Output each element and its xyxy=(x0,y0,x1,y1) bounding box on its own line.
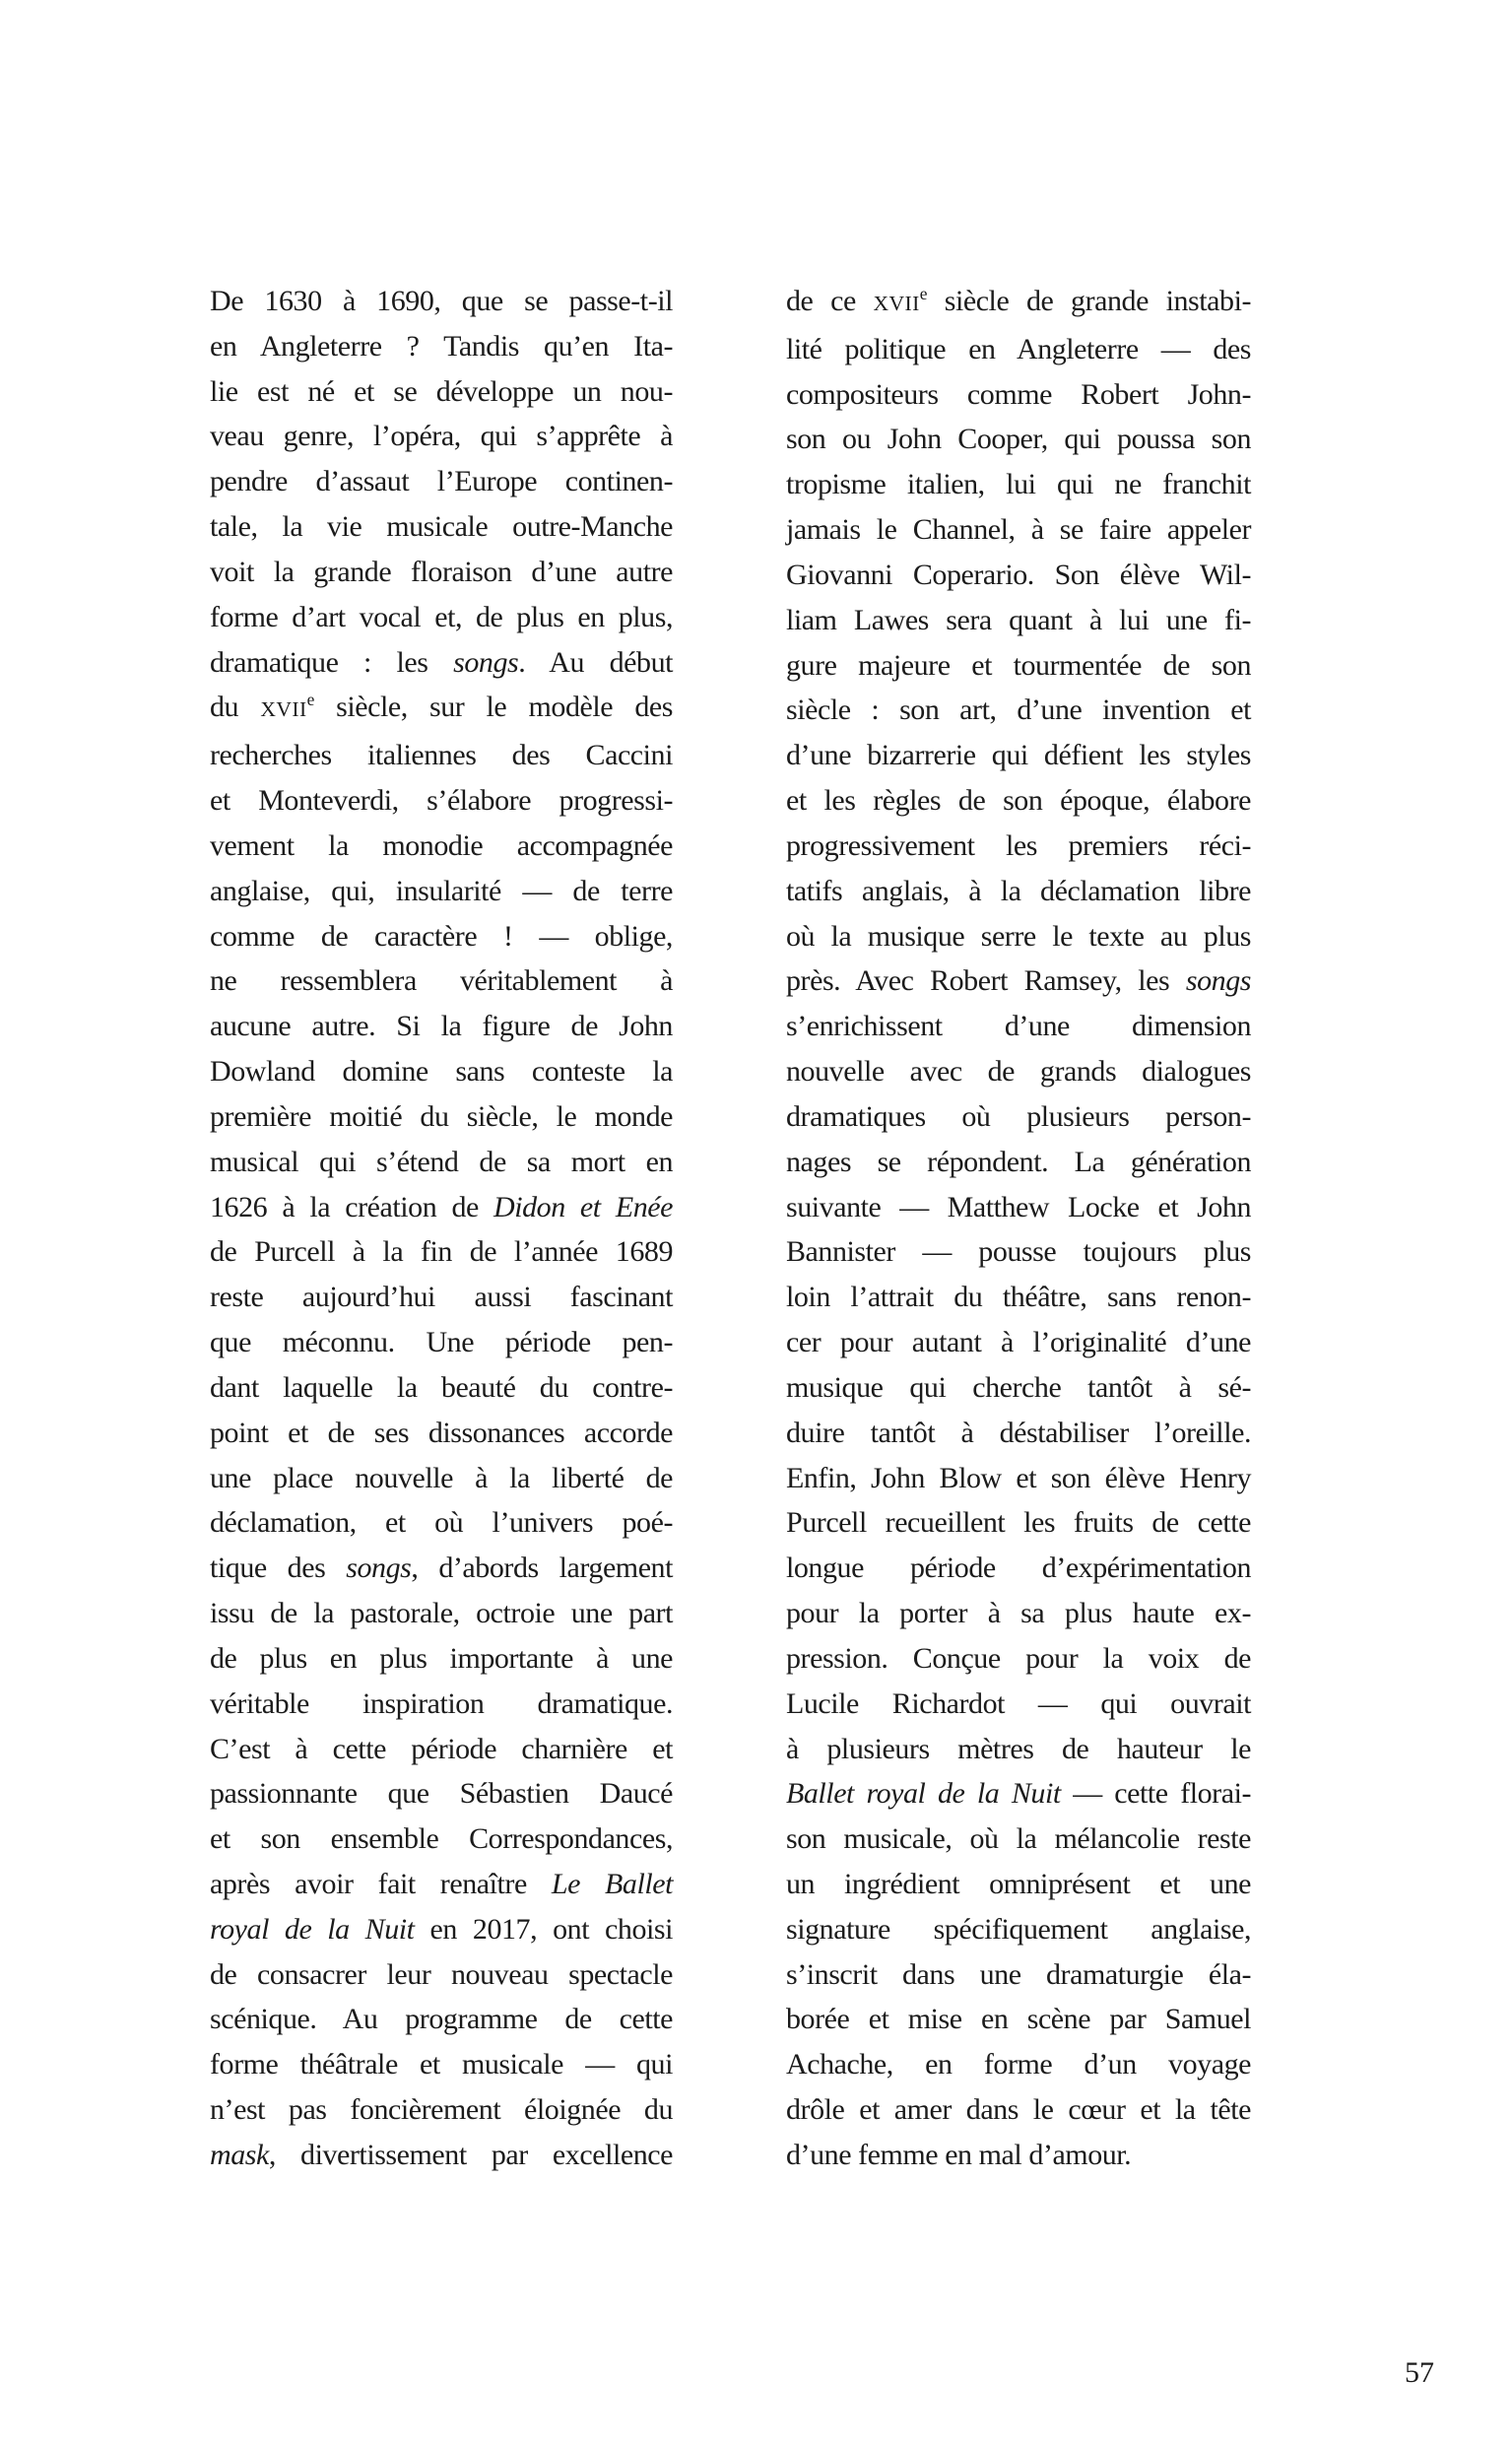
text-line: en Angleterre ? Tandis qu’en Ita- xyxy=(210,329,673,363)
text-line: aucune autre. Si la figure de John xyxy=(210,1010,673,1043)
text-line: tatifs anglais, à la déclamation libre xyxy=(786,874,1251,907)
text-line: longue période d’expérimentation xyxy=(786,1552,1251,1585)
text-line: et Monteverdi, s’élabore progressi- xyxy=(210,784,673,818)
text-line: que méconnu. Une période pen- xyxy=(210,1326,673,1359)
text-line: où la musique serre le texte au plus xyxy=(786,919,1251,953)
text-line: Bannister — pousse toujours plus xyxy=(786,1235,1251,1269)
text-line: s’inscrit dans une dramaturgie éla- xyxy=(786,1957,1251,1991)
italic-text: Didon et Enée xyxy=(493,1190,673,1223)
text-line: Achache, en forme d’un voyage xyxy=(786,2048,1251,2081)
text-line: et son ensemble Correspondances, xyxy=(210,1822,673,1856)
text-line: première moitié du siècle, le monde xyxy=(210,1099,673,1133)
text-line: 1626 à la création de Didon et Enée xyxy=(210,1190,673,1223)
text-line: d’une bizarrerie qui défient les styles xyxy=(786,739,1251,772)
text-line: une place nouvelle à la liberté de xyxy=(210,1461,673,1494)
text-line: C’est à cette période charnière et xyxy=(210,1732,673,1765)
text-line: point et de ses dissonances accorde xyxy=(210,1416,673,1449)
italic-text: Le Ballet xyxy=(551,1867,673,1900)
text-line: royal de la Nuit en 2017, ont choisi xyxy=(210,1912,673,1946)
italic-text: royal de la Nuit xyxy=(210,1912,415,1946)
text-line: du XVIIe siècle, sur le modèle des xyxy=(210,690,673,724)
text-line: nages se répondent. La génération xyxy=(786,1145,1251,1178)
text-line: drôle et amer dans le cœur et la tête xyxy=(786,2093,1251,2127)
text-line: ne ressemblera véritablement à xyxy=(210,964,673,998)
text-line: son musicale, où la mélancolie reste xyxy=(786,1822,1251,1856)
text-line: progressivement les premiers réci- xyxy=(786,828,1251,862)
text-line: issu de la pastorale, octroie une part xyxy=(210,1597,673,1630)
italic-text: songs xyxy=(346,1552,412,1585)
text-line: pour la porter à sa plus haute ex- xyxy=(786,1597,1251,1630)
text-line: musical qui s’étend de sa mort en xyxy=(210,1145,673,1178)
text-line: liam Lawes sera quant à lui une fi- xyxy=(786,603,1251,636)
text-line: de plus en plus importante à une xyxy=(210,1641,673,1675)
text-line: forme théâtrale et musicale — qui xyxy=(210,2048,673,2081)
text-line: vement la monodie accompagnée xyxy=(210,828,673,862)
text-line: borée et mise en scène par Samuel xyxy=(786,2003,1251,2036)
text-line: passionnante que Sébastien Daucé xyxy=(210,1777,673,1811)
text-line: véritable inspiration dramatique. xyxy=(210,1686,673,1720)
text-line: tropisme italien, lui qui ne franchit xyxy=(786,468,1251,501)
text-line: dramatique : les songs. Au début xyxy=(210,645,674,679)
smallcaps-text: XVII xyxy=(873,292,920,315)
italic-text: songs xyxy=(453,645,519,679)
smallcaps-text: XVII xyxy=(260,697,307,722)
text-line: veau genre, l’opéra, qui s’apprête à xyxy=(210,420,673,453)
text-line: n’est pas foncièrement éloignée du xyxy=(210,2093,673,2127)
text-line: siècle : son art, d’une invention et xyxy=(786,693,1251,727)
text-line: dramatiques où plusieurs person- xyxy=(786,1099,1251,1133)
text-line: gure majeure et tourmentée de son xyxy=(786,648,1251,682)
text-line: pendre d’assaut l’Europe continen- xyxy=(210,465,673,498)
text-line: forme d’art vocal et, de plus en plus, xyxy=(210,600,673,633)
text-line: Ballet royal de la Nuit — cette florai- xyxy=(786,1777,1251,1811)
text-line: lité politique en Angleterre — des xyxy=(786,332,1251,365)
text-line: musique qui cherche tantôt à sé- xyxy=(786,1370,1251,1404)
text-line: déclamation, et où l’univers poé- xyxy=(210,1506,673,1540)
column-left xyxy=(210,279,673,2178)
italic-text: Ballet royal de la Nuit xyxy=(786,1777,1061,1811)
text-line: d’une femme en mal d’amour. xyxy=(786,2138,1132,2171)
text-line: anglaise, qui, insularité — de terre xyxy=(210,874,673,907)
text-line: scénique. Au programme de cette xyxy=(210,2003,673,2036)
text-line: Lucile Richardot — qui ouvrait xyxy=(786,1686,1251,1720)
text-line: Dowland domine sans conteste la xyxy=(210,1055,673,1089)
text-line: suivante — Matthew Locke et John xyxy=(786,1190,1251,1223)
text-line: tique des songs, d’abords largement xyxy=(210,1552,673,1585)
text-line: Enfin, John Blow et son élève Henry xyxy=(786,1461,1251,1494)
text-line: de consacrer leur nouveau spectacle xyxy=(210,1957,673,1991)
text-line: signature spécifiquement anglaise, xyxy=(786,1912,1251,1946)
text-line: et les règles de son époque, élabore xyxy=(786,784,1251,818)
text-line: De 1630 à 1690, que se passe-t-il xyxy=(210,285,673,317)
text-line: un ingrédient omniprésent et une xyxy=(786,1867,1251,1900)
text-line: lie est né et se développe un nou- xyxy=(210,374,673,408)
text-line: dant laquelle la beauté du contre- xyxy=(210,1370,673,1404)
text-line: jamais le Channel, à se faire appeler xyxy=(786,513,1251,547)
superscript-text: e xyxy=(306,690,314,710)
text-line: son ou John Cooper, qui poussa son xyxy=(786,423,1251,456)
text-line: mask, divertissement par excellence xyxy=(210,2138,673,2171)
text-line: reste aujourd’hui aussi fascinant xyxy=(210,1281,673,1314)
text-line: compositeurs comme Robert John- xyxy=(786,377,1251,411)
italic-text: mask xyxy=(210,2138,269,2171)
text-line: à plusieurs mètres de hauteur le xyxy=(786,1732,1251,1765)
text-line: voit la grande floraison d’une autre xyxy=(210,555,673,588)
text-line: comme de caractère ! — oblige, xyxy=(210,919,673,953)
text-line: loin l’attrait du théâtre, sans renon- xyxy=(786,1281,1251,1314)
text-line: cer pour autant à l’originalité d’une xyxy=(786,1326,1251,1359)
page-number: 57 xyxy=(1405,2356,1434,2389)
text-line: duire tantôt à déstabiliser l’oreille. xyxy=(786,1416,1251,1449)
text-line: tale, la vie musicale outre-Manche xyxy=(210,510,673,544)
text-line: nouvelle avec de grands dialogues xyxy=(786,1055,1251,1089)
text-line: s’enrichissent d’une dimension xyxy=(786,1010,1251,1043)
text-line: de Purcell à la fin de l’année 1689 xyxy=(210,1235,673,1269)
text-line: près. Avec Robert Ramsey, les songs xyxy=(786,964,1251,998)
text-line: de ce XVIIe siècle de grande instabi- xyxy=(786,284,1252,317)
text-line: pression. Conçue pour la voix de xyxy=(786,1641,1251,1675)
text-line: Purcell recueillent les fruits de cette xyxy=(786,1506,1251,1540)
superscript-text: e xyxy=(919,284,928,303)
text-line: Giovanni Coperario. Son élève Wil- xyxy=(786,558,1251,591)
text-line: recherches italiennes des Caccini xyxy=(210,739,673,772)
italic-text: songs xyxy=(1185,964,1251,998)
text-line: après avoir fait renaître Le Ballet xyxy=(210,1867,673,1900)
column-right xyxy=(786,279,1251,2178)
